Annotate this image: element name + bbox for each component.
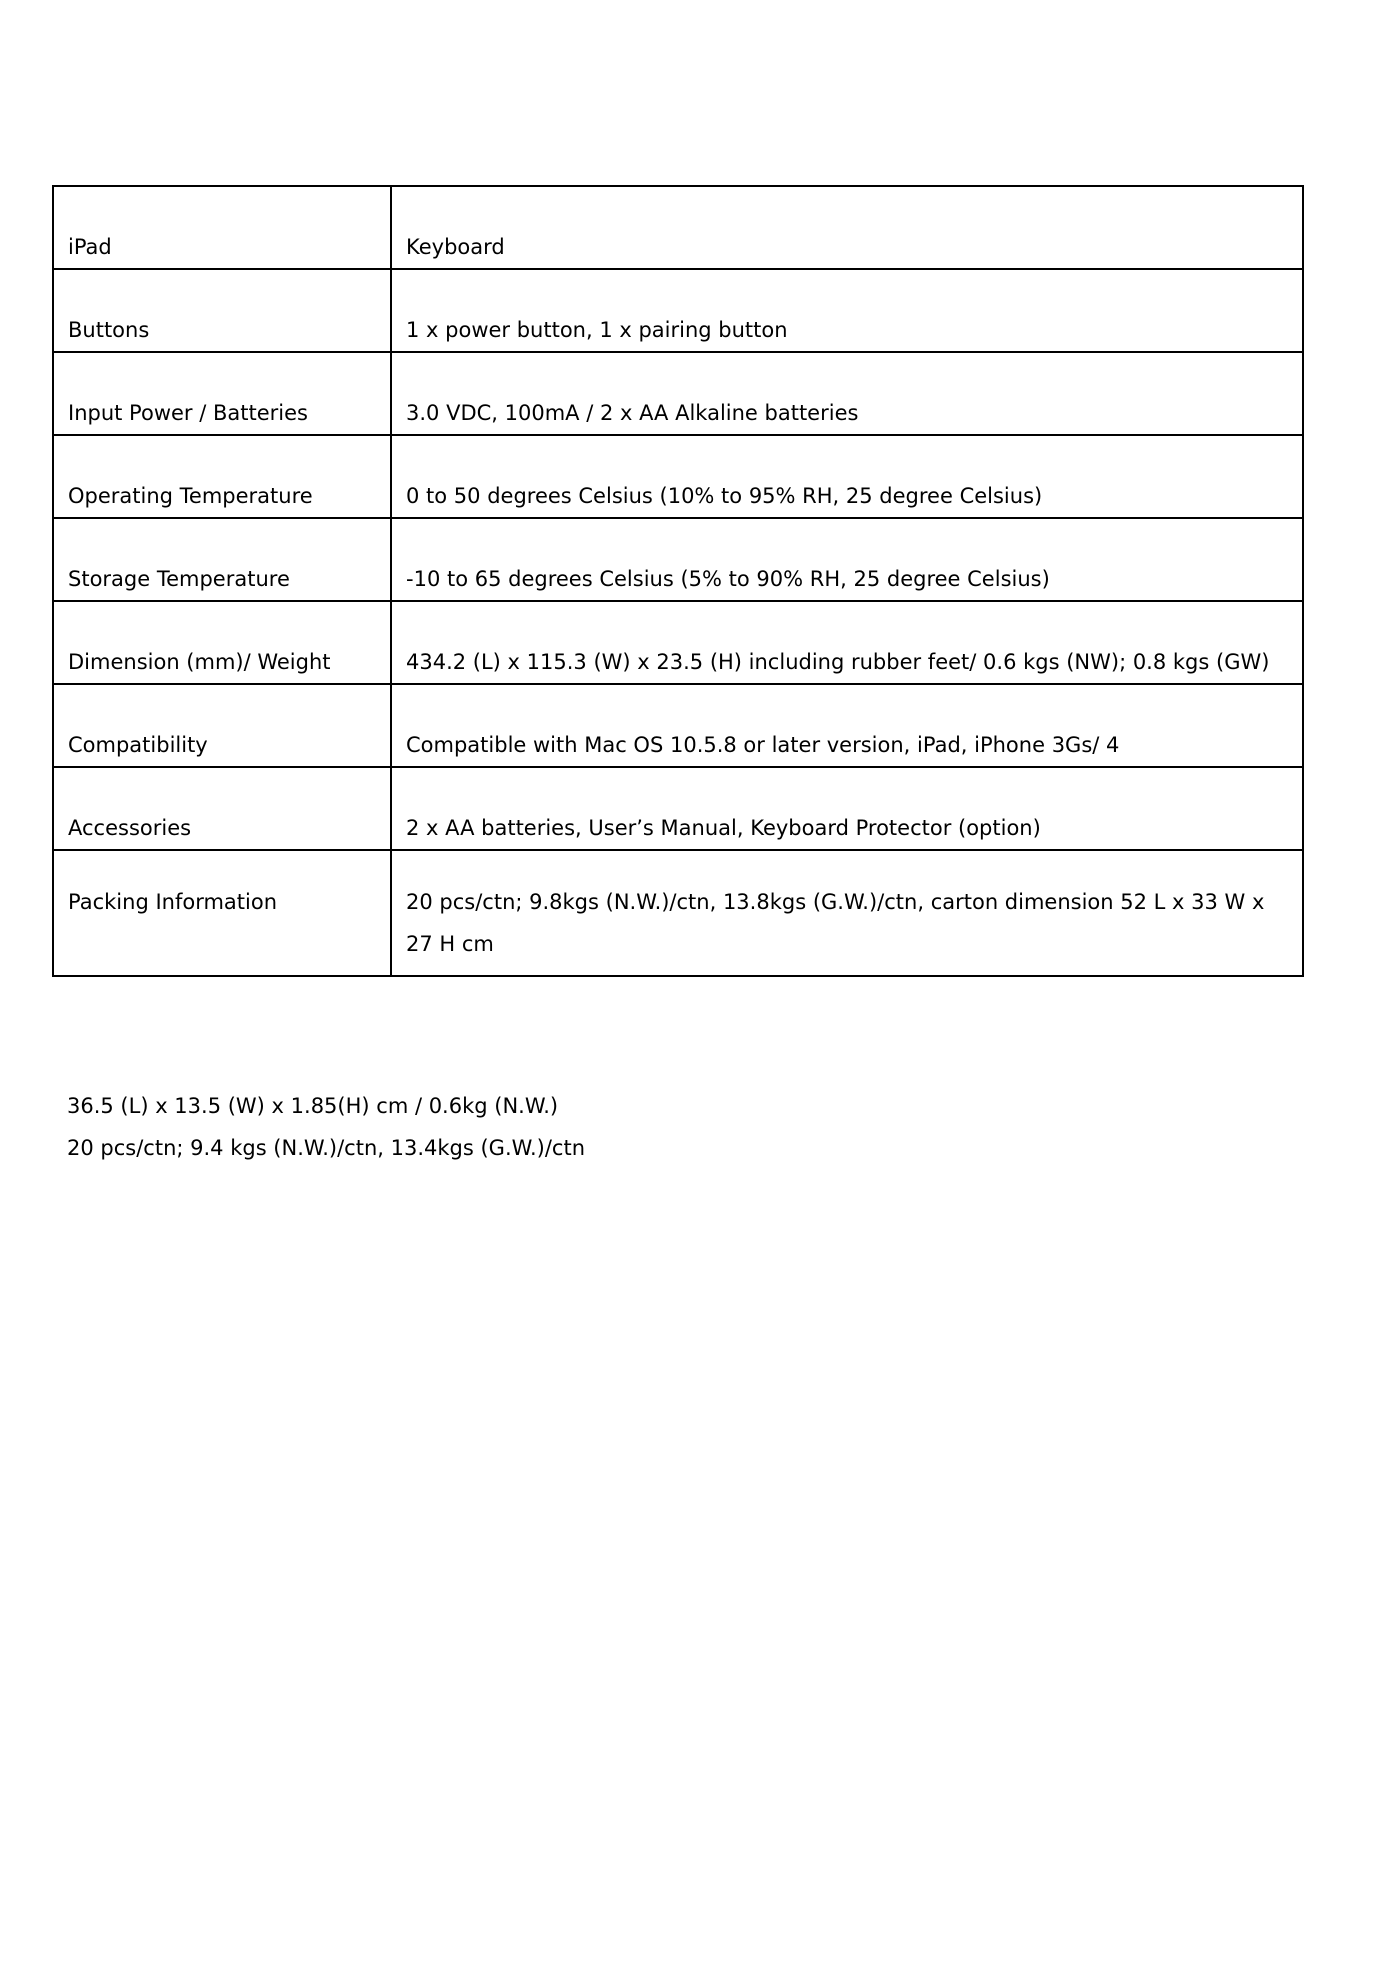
table-row	[53, 269, 1303, 352]
table-row	[53, 767, 1303, 850]
notes	[67, 1085, 585, 1169]
row-label: Compatibility	[53, 684, 391, 767]
note-line: 36.5 (L) x 13.5 (W) x 1.85(H) cm / 0.6kg (N.W.)	[67, 1094, 559, 1118]
table-row	[53, 435, 1303, 518]
table-row	[53, 186, 1303, 269]
row-label: Operating Temperature	[53, 435, 391, 518]
spec-table	[52, 185, 1304, 977]
row-value: 434.2 (L) x 115.3 (W) x 23.5 (H) including rubber feet/ 0.6 kgs (NW); 0.8 kgs (GW)	[391, 601, 1303, 684]
table-row	[53, 684, 1303, 767]
row-label: Dimension (mm)/ Weight	[53, 601, 391, 684]
table-row	[53, 601, 1303, 684]
row-label: Input Power / Batteries	[53, 352, 391, 435]
row-label: Accessories	[53, 767, 391, 850]
row-label: Packing Information	[53, 850, 391, 976]
row-label: iPad	[53, 186, 391, 269]
row-value: -10 to 65 degrees Celsius (5% to 90% RH, 25 degree Celsius)	[391, 518, 1303, 601]
table-row	[53, 352, 1303, 435]
row-value: Compatible with Mac OS 10.5.8 or later version, iPad, iPhone 3Gs/ 4	[391, 684, 1303, 767]
row-label: Storage Temperature	[53, 518, 391, 601]
row-value: Keyboard	[391, 186, 1303, 269]
table-row	[53, 518, 1303, 601]
row-value: 1 x power button, 1 x pairing button	[391, 269, 1303, 352]
note-line: 20 pcs/ctn; 9.4 kgs (N.W.)/ctn, 13.4kgs (G.W.)/ctn	[67, 1136, 586, 1160]
row-value: 2 x AA batteries, User’s Manual, Keyboard Protector (option)	[391, 767, 1303, 850]
row-value: 0 to 50 degrees Celsius (10% to 95% RH, 25 degree Celsius)	[391, 435, 1303, 518]
row-value: 20 pcs/ctn; 9.8kgs (N.W.)/ctn, 13.8kgs (G.W.)/ctn, carton dimension 52 L x 33 W x 27 H cm	[391, 850, 1303, 976]
table-row	[53, 850, 1303, 976]
row-value: 3.0 VDC, 100mA / 2 x AA Alkaline batteries	[391, 352, 1303, 435]
row-label: Buttons	[53, 269, 391, 352]
